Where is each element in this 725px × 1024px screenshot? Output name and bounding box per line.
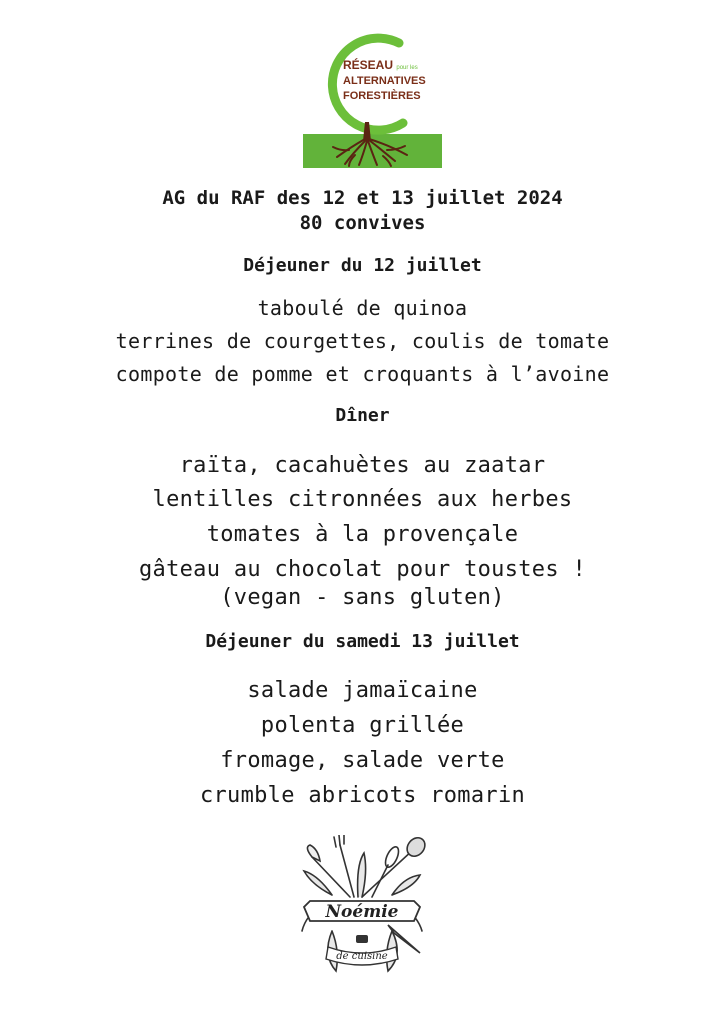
menu-item: tomates à la provençale xyxy=(206,522,519,547)
event-title: AG du RAF des 12 et 13 juillet 2024 xyxy=(162,187,563,209)
section-heading-dinner: Dîner xyxy=(335,405,390,426)
guest-count: 80 convives xyxy=(299,212,426,234)
raf-logo xyxy=(303,29,442,168)
logo-line1: RÉSEAU pour les xyxy=(343,58,418,72)
menu-item: salade jamaïcaine xyxy=(247,678,478,703)
pot-icon xyxy=(356,935,368,943)
menu-item: compote de pomme et croquants à l’avoine xyxy=(115,362,610,386)
menu-item: taboulé de quinoa xyxy=(257,296,468,320)
menu-item-note: (vegan - sans gluten) xyxy=(220,585,505,610)
menu-item: gâteau au chocolat pour toustes ! xyxy=(139,557,586,582)
kitchen-utensils-icon xyxy=(292,835,432,981)
brand-tagline: de cuisine xyxy=(336,951,388,962)
section-heading-lunch-13: Déjeuner du samedi 13 juillet xyxy=(205,631,520,652)
menu-item: raïta, cacahuètes au zaatar xyxy=(179,453,546,478)
menu-item: fromage, salade verte xyxy=(220,748,505,773)
logo-line3: FORESTIÈRES xyxy=(343,90,421,102)
section-heading-lunch-12: Déjeuner du 12 juillet xyxy=(243,255,482,276)
noemie-logo xyxy=(292,835,432,981)
menu-item: polenta grillée xyxy=(260,713,465,738)
menu-item: lentilles citronnées aux herbes xyxy=(152,487,573,512)
brand-name: Noémie xyxy=(325,902,399,922)
logo-line2: ALTERNATIVES xyxy=(343,75,426,87)
menu-item: terrines de courgettes, coulis de tomate xyxy=(115,329,610,353)
raf-logo-graphic xyxy=(303,29,442,168)
menu-item: crumble abricots romarin xyxy=(199,783,526,808)
